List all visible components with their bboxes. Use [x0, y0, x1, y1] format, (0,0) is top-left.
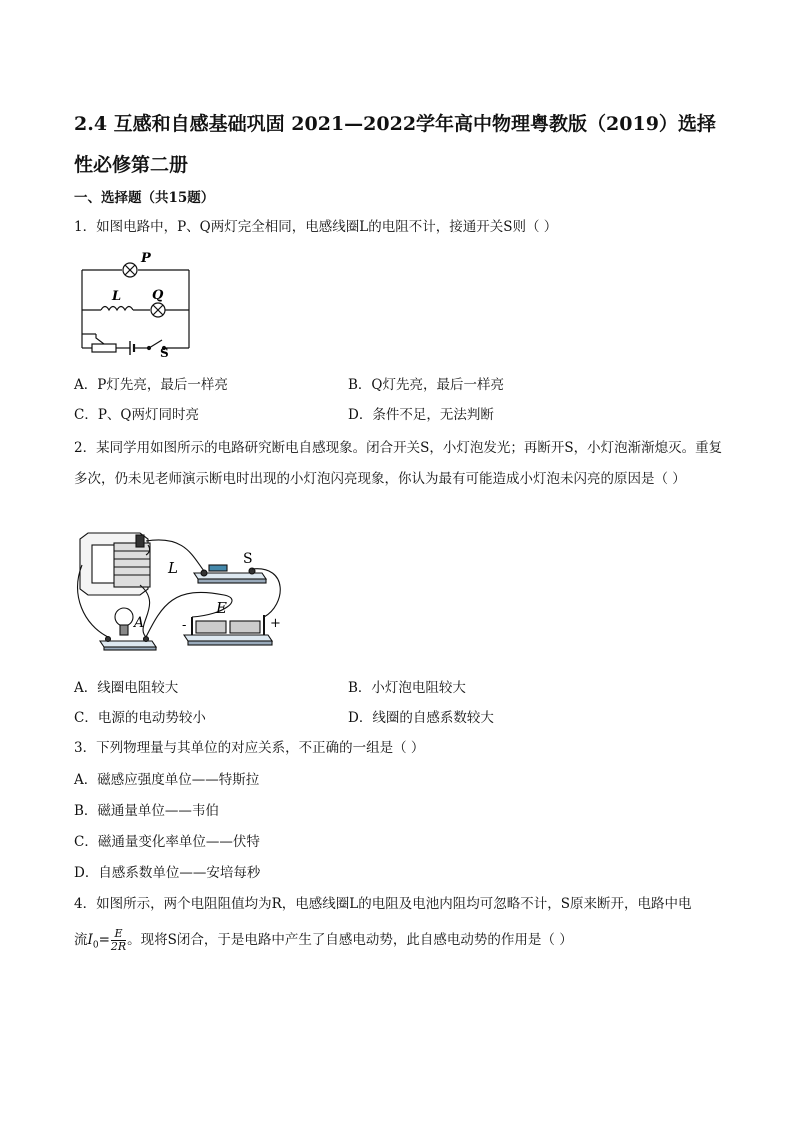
label-l-apparatus: L — [168, 559, 178, 577]
q3-option-d: D．自感系数单位——安培每秒 — [74, 865, 261, 881]
q1-option-b: B．Q灯先亮，最后一样亮 — [348, 377, 504, 393]
question-4-stem-line1: 4．如图所示，两个电阻阻值均为R，电感线圈L的电阻及电池内阻均可忽略不计，S原来断开，电路中电 — [74, 896, 692, 912]
question-2-apparatus-figure — [74, 525, 284, 660]
label-e-apparatus: E — [216, 599, 227, 617]
q4-text-post: 。现将S闭合，于是电路中产生了自感电动势，此自感电动势的作用是（ ） — [127, 932, 573, 948]
section-heading: 一、选择题（共15题） — [74, 190, 215, 206]
question-3-stem: 3．下列物理量与其单位的对应关系，不正确的一组是（ ） — [74, 740, 425, 756]
label-q: Q — [152, 288, 164, 303]
current-subscript: 0 — [92, 940, 99, 951]
label-l: L — [112, 289, 122, 304]
q4-text-pre: 流 — [74, 932, 88, 948]
label-plus: + — [270, 616, 281, 631]
fraction-numerator: E — [111, 928, 126, 941]
q1-option-c: C．P、Q两灯同时亮 — [74, 407, 199, 423]
q3-option-c: C．磁通量变化率单位——伏特 — [74, 834, 260, 850]
question-1-stem: 1．如图电路中，P、Q两灯完全相同，电感线圈L的电阻不计，接通开关S则（ ） — [74, 219, 558, 235]
page-title: 2.4 互感和自感基础巩固 2021—2022学年高中物理粤教版（2019）选择性必修第二册 — [74, 113, 716, 176]
question-2-stem: 2．某同学用如图所示的电路研究断电自感现象。闭合开关S，小灯泡发光；再断开S，小灯泡渐渐熄灭。重复多次，仍未见老师演示断电时出现的小灯泡闪亮现象，你认为最有可能造成小灯泡未闪亮的原因是（ ） — [74, 440, 723, 487]
label-s-apparatus: S — [243, 551, 253, 567]
question-1-circuit-figure — [74, 248, 204, 358]
q3-option-a: A．磁感应强度单位——特斯拉 — [74, 772, 260, 788]
label-a-apparatus: A — [134, 615, 145, 631]
q1-option-d: D．条件不足，无法判断 — [348, 407, 494, 423]
label-minus: - — [182, 618, 187, 633]
fraction-e-over-2r — [111, 928, 126, 953]
q2-option-d: D．线圈的自感系数较大 — [348, 710, 494, 726]
label-s: S — [160, 346, 169, 358]
fraction-denominator: 2R — [110, 940, 127, 953]
current-symbol: I — [87, 932, 93, 948]
q3-option-b: B．磁通量单位——韦伯 — [74, 803, 219, 819]
q2-option-b: B．小灯泡电阻较大 — [348, 680, 466, 696]
equals-sign: = — [98, 932, 110, 948]
q2-option-c: C．电源的电动势较小 — [74, 710, 206, 726]
label-p: P — [141, 251, 151, 266]
question-4-stem-line2 — [74, 925, 724, 961]
q1-option-a: A．P灯先亮，最后一样亮 — [74, 377, 228, 393]
q2-option-a: A．线圈电阻较大 — [74, 680, 179, 696]
